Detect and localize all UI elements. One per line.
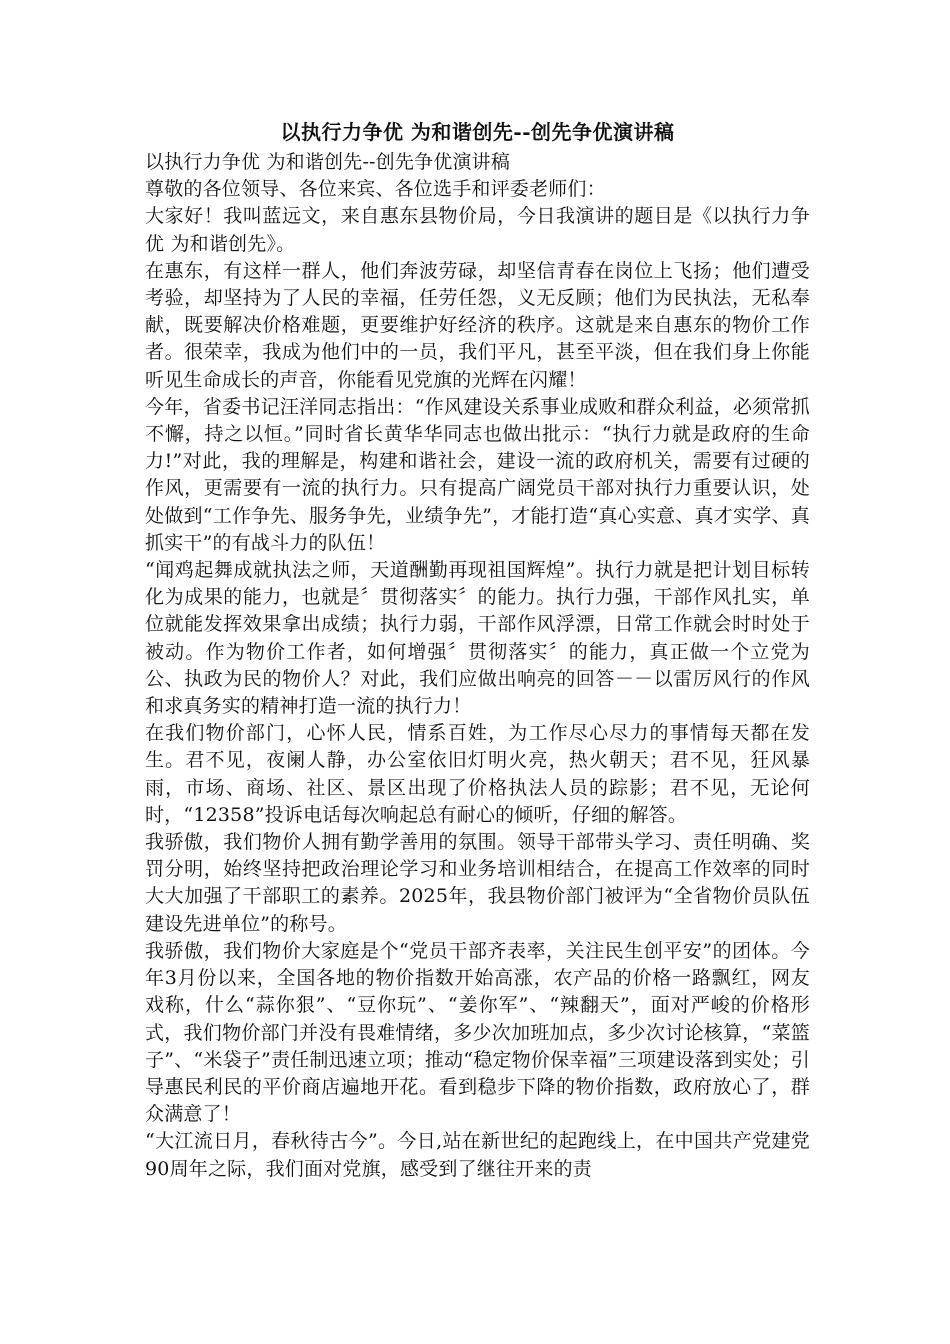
document-title: 以执行力争优 为和谐创先--创先争优演讲稿 — [280, 120, 675, 144]
body-paragraph: 我骄傲，我们物价大家庭是个“党员干部齐表率，关注民生创平安”的团体。今年3月份以来，全国各地的物价指数开始高涨，农产品的价格一路飘红，网友戏称，什么“蒜你狠”、“豆你玩”、“姜你军”、“辣翻天”，面对严峻的价格形式，我们物价部门并没有畏难情绪，多少次加班加点，多少次讨论核算，“菜篮子”、“米袋子”责任制迅速立项；推动“稳定物价保幸福”三项建设落到实处；引导惠民利民的平价商店遍地开花。看到稳步下降的物价指数，政府放心了，群众满意了！ — [145, 939, 810, 1126]
body-paragraph: “大江流日月，春秋待古今”。今日,站在新世纪的起跑线上，在中国共产党建党90周年之际，我们面对党旗，感受到了继往开来的责 — [145, 1130, 810, 1180]
introduction-paragraph: 大家好！我叫蓝远文，来自惠东县物价局，今日我演讲的题目是《以执行力争优 为和谐创先》。 — [145, 205, 810, 255]
body-paragraph: 在惠东，有这样一群人，他们奔波劳碌，却坚信青春在岗位上飞扬；他们遭受考验，却坚持为了人民的幸福，任劳任怨，义无反顾；他们为民执法，无私奉献，既要解决价格难题，更要维护好经济的秩序。这就是来自惠东的物价工作者。很荣幸，我成为他们中的一员，我们平凡，甚至平淡，但在我们身上你能听见生命成长的声音，你能看见党旗的光辉在闪耀！ — [145, 259, 810, 391]
body-paragraph: 我骄傲，我们物价人拥有勤学善用的氛围。领导干部带头学习、责任明确、奖罚分明，始终坚持把政治理论学习和业务培训相结合，在提高工作效率的同时大大加强了干部职工的素养。2025年，我县物价部门被评为“全省物价员队伍建设先进单位”的称号。 — [145, 831, 810, 935]
speech-document — [145, 118, 810, 1183]
body-paragraph: 今年，省委书记汪洋同志指出：“作风建设关系事业成败和群众利益，必须常抓不懈，持之以恒。”同时省长黄华华同志也做出批示：“执行力就是政府的生命力!”对此，我的理解是，构建和谐社会，建设一流的政府机关，需要有过硬的作风，更需要有一流的执行力。只有提高广阔党员干部对执行力重要认识，处处做到“工作争先、服务争先，业绩争先”，才能打造“真心实意、真才实学、真抓实干”的有战斗力的队伍！ — [145, 395, 810, 554]
salutation-paragraph: 尊敬的各位领导、各位来宾、各位选手和评委老师们： — [145, 178, 606, 201]
subtitle-paragraph: 以执行力争优 为和谐创先--创先争优演讲稿 — [145, 151, 511, 173]
body-paragraph: 在我们物价部门，心怀人民，情系百姓，为工作尽心尽力的事情每天都在发生。君不见，夜阑人静，办公室依旧灯明火亮，热火朝天；君不见，狂风暴雨，市场、商场、社区、景区出现了价格执法人员的踪影；君不见，无论何时，“12358”投诉电话每次响起总有耐心的倾听，仔细的解答。 — [145, 722, 810, 826]
document-body — [145, 149, 810, 1183]
body-paragraph: “闻鸡起舞成就执法之师，天道酬勤再现祖国辉煌”。执行力就是把计划目标转化为成果的能力，也就是〞贯彻落实〞的能力。执行力强，干部作风扎实，单位就能发挥效果拿出成绩；执行力弱，干部作风浮漂，日常工作就会时时处于被动。作为物价工作者，如何增强〞贯彻落实〞的能力，真正做一个立党为公、执政为民的物价人？对此，我们应做出响亮的回答－－以雷厉风行的作风和求真务实的精神打造一流的执行力！ — [145, 559, 810, 718]
